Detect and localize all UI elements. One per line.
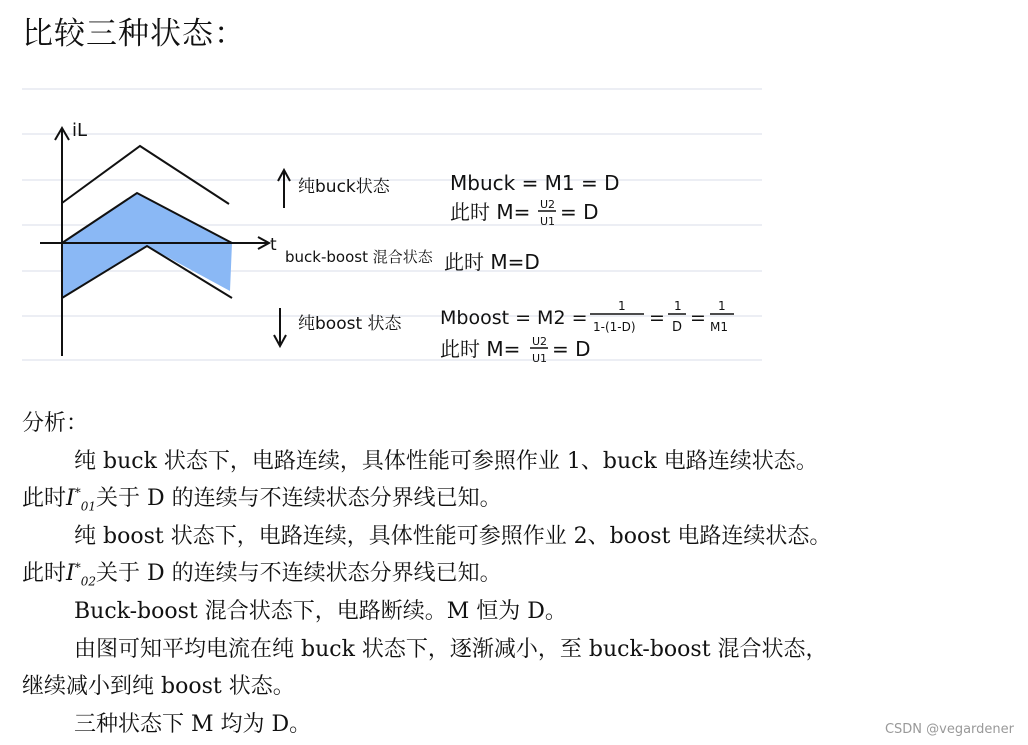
- paragraph-buck-boundary: 此时$I^*_{01}$关于 D 的连续与不连续状态分界线已知。: [22, 485, 502, 514]
- current-symbol-02: $I^*_{02}$: [66, 561, 96, 589]
- figure-svg: [22, 86, 762, 368]
- paragraph-boost-boundary: 此时$I^*_{02}$关于 D 的连续与不连续状态分界线已知。: [22, 561, 502, 589]
- analysis-section: [22, 405, 1022, 743]
- current-symbol-01: $I^*_{01}$: [66, 485, 96, 514]
- paragraph-conclusion: 三种状态下 M 均为 D。: [74, 711, 312, 737]
- eq-buck-1: Mbuck = M1 = D: [450, 171, 620, 195]
- label-pure-boost: 纯boost 状态: [298, 314, 402, 334]
- paragraph-boost: 纯 boost 状态下，电路连续，具体性能可参照作业 2、boost 电路连续状态。: [74, 523, 832, 549]
- page-title: 比较三种状态：: [22, 16, 246, 52]
- eq-boost-2-suffix: = D: [552, 337, 591, 361]
- paragraph-buck: 纯 buck 状态下，电路连续，具体性能可参照作业 1、buck 电路连续状态。: [74, 448, 818, 474]
- paragraph-average-current: 由图可知平均电流在纯 buck 状态下，逐渐减小，至 buck-boost 混合状态，: [74, 636, 828, 662]
- eq-boost-1-f3-num: 1: [718, 299, 726, 313]
- eq-boost-1-f2-den: D: [672, 320, 683, 335]
- eq-mixed: 此时 M=D: [444, 250, 540, 274]
- eq-boost-1-f1-den: 1-(1-D): [593, 320, 636, 334]
- axis-y-label: iL: [72, 120, 88, 141]
- analysis-heading: 分析：: [22, 411, 89, 436]
- eq-boost-1-f2-num: 1: [674, 299, 682, 313]
- axis-t-label: t: [270, 235, 277, 255]
- svg-text:=: =: [690, 307, 706, 329]
- paragraph-mixed: Buck-boost 混合状态下，电路断续。M 恒为 D。: [74, 598, 567, 624]
- eq-boost-2-den: U1: [532, 352, 548, 365]
- eq-boost-1-f1-num: 1: [618, 299, 626, 313]
- waveform-buck: [62, 146, 229, 204]
- eq-boost-2-num: U2: [532, 335, 548, 348]
- eq-boost-1-f3-den: M1: [710, 320, 728, 334]
- label-buck-boost: buck-boost 混合状态: [285, 248, 433, 266]
- eq-buck-2-den: U1: [540, 215, 556, 228]
- eq-boost-1-prefix: Mboost = M2 =: [440, 307, 588, 329]
- handwritten-figure: [22, 86, 762, 368]
- eq-buck-2-num: U2: [540, 198, 556, 211]
- watermark: CSDN @vegardener: [884, 722, 1014, 737]
- svg-text:=: =: [649, 307, 665, 329]
- eq-buck-2-prefix: 此时 M=: [450, 200, 531, 224]
- eq-boost-2-prefix: 此时 M=: [440, 337, 521, 361]
- paragraph-average-current-cont: 继续减小到纯 boost 状态。: [22, 674, 295, 700]
- eq-buck-2-suffix: = D: [560, 200, 599, 224]
- label-pure-buck: 纯buck状态: [298, 177, 390, 197]
